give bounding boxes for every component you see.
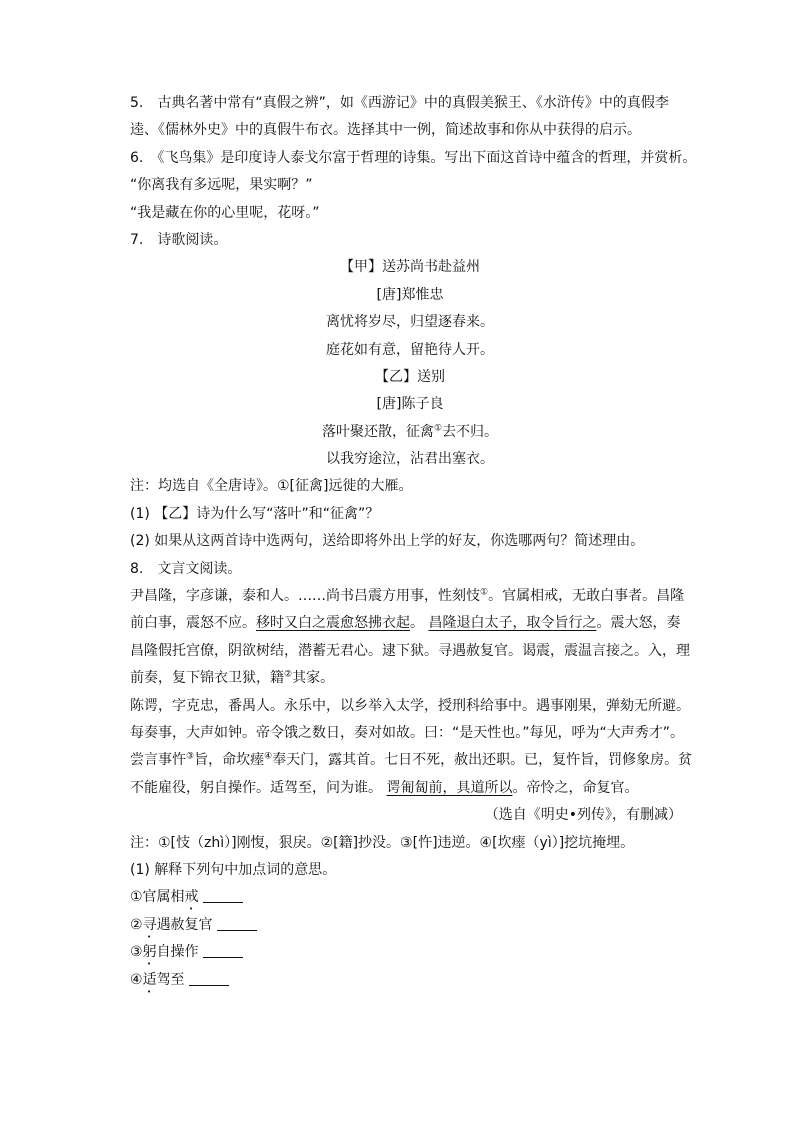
poem-b-line-1-part: 去不归。 [442, 423, 499, 440]
passage-1-line-1 [130, 583, 690, 610]
passage-source: （选自《明史•列传》，有删减） [484, 807, 682, 824]
passage-text: 不能雇役，躬自操作。适驾至，问为谁。 [130, 779, 382, 796]
q8-heading: 8. 文言文阅读。 [130, 560, 242, 577]
footnote-marker: ① [480, 587, 489, 598]
underlined-sentence-3: 谔匍匐前，具道所以 [386, 779, 513, 796]
passage-text: 尝言事忤 [130, 752, 186, 769]
passage-text: 旨，命坎瘗 [194, 752, 265, 769]
q7-sub-question-1: (1) 【乙】诗为什么写“落叶”和“征禽”？ [130, 505, 380, 522]
q8-item-2 [130, 912, 690, 939]
underlined-sentence-2: 昌隆退白太子，取令旨行之 [428, 615, 597, 632]
answer-blank[interactable] [217, 916, 257, 931]
item-text: ② [130, 916, 143, 933]
q7-sub-question-2: (2) 如果从这两首诗中选两句，送给即将外出上学的好友，你选哪两句？简述理由。 [130, 533, 645, 550]
passage-2-line-4 [130, 775, 690, 802]
q5-line-2: 逵、《儒林外史》中的真假牛布衣。选择其中一例，简述故事和你从中获得的启示。 [130, 122, 641, 139]
item-text: 自操作 [156, 944, 199, 961]
dotted-word: 适 [142, 971, 157, 988]
dotted-word: 寻 [142, 916, 157, 933]
passage-2-line-2: 每奏事，大声如钟。帝令饿之数日，奏对如故。曰：“是天性也。”每见，呼为“大声秀才”。 [130, 724, 685, 741]
q7-note: 注：均选自《全唐诗》。①[征禽]远徙的大雁。 [130, 478, 413, 495]
poem-a-author: [唐]郑惟忠 [376, 286, 444, 303]
passage-1-line-2 [130, 610, 690, 637]
passage-2-line-3 [130, 747, 693, 774]
footnote-marker: ① [433, 423, 443, 434]
item-text: ④ [130, 971, 143, 988]
q6-line-1: 6. 《飞鸟集》是印度诗人泰戈尔富于哲理的诗集。写出下面这首诗中蕴含的哲理，并赏析。 [130, 149, 697, 166]
q5-line-1: 5. 古典名著中常有“真假之辨”，如《西游记》中的真假美猴王、《水浒传》中的真假李 [130, 95, 669, 111]
dotted-word: 戒 [184, 889, 199, 906]
q8-note: 注：①[忮（zhì）]刚愎，狠戾。②[籍]抄没。③[忤]违逆。④[坎瘗（yì）]挖坑掩埋。 [130, 834, 635, 851]
passage-text: 前奏，复下锦衣卫狱，籍 [130, 670, 284, 687]
passage-1-line-4 [130, 665, 690, 692]
q8-sub-question-1: (1) 解释下列句中加点词的意思。 [130, 861, 337, 878]
item-text: ③ [130, 944, 143, 961]
item-text: 遇赦复官 [156, 916, 213, 933]
passage-text: 。官属相戒，无敢白事者。昌隆 [488, 588, 685, 605]
poem-a-line-2: 庭花如有意，留艳待人开。 [326, 341, 494, 358]
poem-b-line-1-part: 落叶聚还散，征禽 [321, 423, 434, 440]
poem-a-line-1: 离忧将岁尽，归望逐春来。 [326, 314, 494, 331]
footnote-marker: ④ [264, 751, 273, 762]
q8-item-4 [130, 967, 690, 994]
item-text: 驾至 [156, 971, 185, 988]
answer-blank[interactable] [189, 971, 229, 986]
poem-a-title: 【甲】送苏尚书赴益州 [340, 259, 480, 276]
passage-2-line-1: 陈谔，字克忠，番禺人。永乐中，以乡举入太学，授刑科给事中。遇事刚果，弹劾无所避。 [130, 697, 690, 714]
passage-1-line-3: 昌隆假托宫僚，阴欲树结，潜蓄无君心。逮下狱。寻遇赦复官。谒震，震温言接之。入，理 [130, 642, 690, 659]
passage-text: 。震大怒，奏 [596, 615, 681, 632]
poem-b-author: [唐]陈子良 [376, 396, 444, 413]
dotted-word: 躬 [142, 944, 157, 961]
passage-text: 尹昌隆，字彦谦，泰和人。……尚书吕震方用事，性刻忮 [130, 588, 480, 605]
q6-quote-2: “我是藏在你的心里呢，花呀。” [130, 204, 320, 221]
q8-item-3 [130, 939, 690, 966]
passage-text: 奉天门，露其首。七日不死，赦出还职。已，复忤旨，罚修象房。贫 [272, 752, 693, 769]
answer-blank[interactable] [203, 888, 243, 903]
q8-item-1 [130, 884, 690, 911]
passage-text: 前白事，震怒不应。 [130, 615, 256, 632]
passage-text: 其家。 [292, 670, 335, 687]
footnote-marker: ③ [186, 751, 195, 762]
passage-text: 。 [410, 615, 424, 632]
poem-b-title: 【乙】送别 [375, 368, 445, 385]
item-text: ①官属相 [130, 889, 185, 906]
poem-b-line-2: 以我穷途泣，沾君出塞衣。 [326, 451, 494, 468]
q7-heading: 7. 诗歌阅读。 [130, 231, 228, 248]
q6-quote-1: “你离我有多远呢，果实啊？” [130, 177, 313, 194]
passage-text: 。帝怜之，命复官。 [512, 779, 639, 796]
answer-blank[interactable] [203, 943, 243, 958]
poem-b-line-1 [130, 419, 690, 446]
underlined-sentence-1: 移时又白之震愈怒拂衣起 [256, 615, 410, 632]
document-content [130, 90, 697, 994]
footnote-marker: ② [284, 669, 293, 680]
